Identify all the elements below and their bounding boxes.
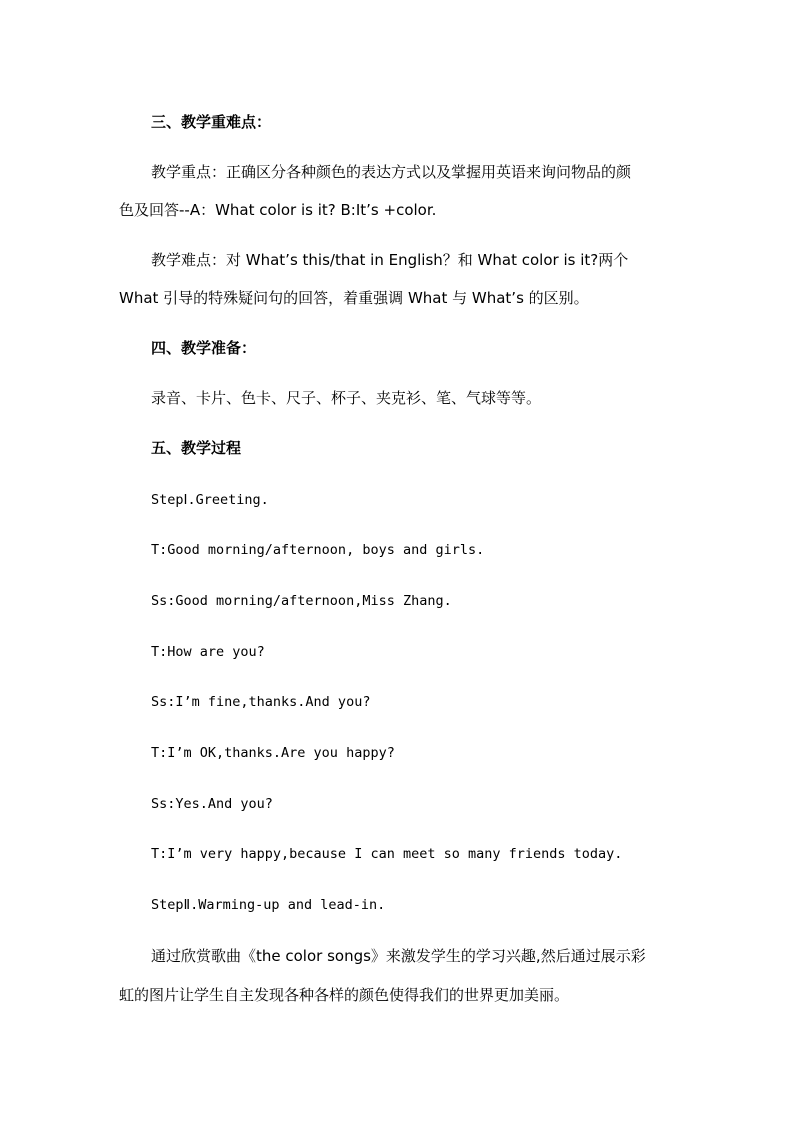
step-2-title: StepⅡ.Warming-up and lead-in. xyxy=(151,897,386,913)
lead-in-paragraph-line-1: 通过欣赏歌曲《the color songs》来激发学生的学习兴趣,然后通过展示彩 xyxy=(151,947,646,965)
dialog-line: Ss:Good morning/afternoon,Miss Zhang. xyxy=(151,593,452,609)
step-1-title: StepⅠ.Greeting. xyxy=(151,492,269,508)
teaching-difficulty-line-2: What 引导的特殊疑问句的回答，着重强调 What 与 What’s 的区别。 xyxy=(119,289,589,307)
dialog-line: T:I’m OK,thanks.Are you happy? xyxy=(151,745,395,761)
dialog-line: T:How are you? xyxy=(151,644,265,660)
dialog-line: T:Good morning/afternoon, boys and girls. xyxy=(151,542,485,558)
dialog-line: Ss:Yes.And you? xyxy=(151,796,273,812)
teaching-focus-line-2: 色及回答--A：What color is it? B:It’s +color. xyxy=(119,201,437,219)
section-3-title: 三、教学重难点： xyxy=(151,113,272,131)
teaching-difficulty-line-1: 教学难点：对 What’s this/that in English？和 What color is it?两个 xyxy=(151,251,629,269)
teaching-focus-line-1: 教学重点：正确区分各种颜色的表达方式以及掌握用英语来询问物品的颜 xyxy=(151,163,632,181)
dialog-line: T:I’m very happy,because I can meet so many friends today. xyxy=(151,846,623,862)
section-4-title: 四、教学准备： xyxy=(151,339,257,357)
section-5-title: 五、教学过程 xyxy=(151,439,242,457)
dialog-line: Ss:I’m fine,thanks.And you? xyxy=(151,694,371,710)
teaching-materials: 录音、卡片、色卡、尺子、杯子、夹克衫、笔、气球等等。 xyxy=(151,389,542,407)
lead-in-paragraph-line-2: 虹的图片让学生自主发现各种各样的颜色使得我们的世界更加美丽。 xyxy=(119,986,570,1004)
